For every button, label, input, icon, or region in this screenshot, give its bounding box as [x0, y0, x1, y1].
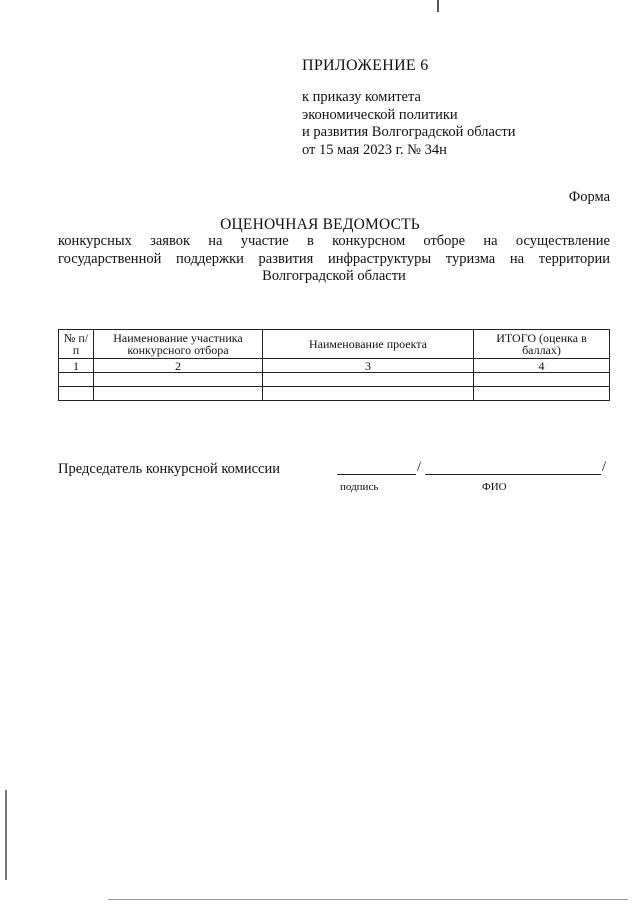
subtitle-line: государственной поддержки развития инфраструктуры туризма на территории — [58, 250, 610, 267]
appendix-reference — [302, 89, 515, 159]
form-label: Форма — [568, 189, 610, 205]
signature-caption: подпись — [340, 481, 379, 493]
chairman-signature-label: Председатель конкурсной комиссии — [58, 461, 280, 477]
appendix-line: и развития Волгоградской области — [302, 124, 516, 140]
header-total: ИТОГО (оценка в баллах) — [474, 330, 610, 359]
appendix-line: экономической политики — [302, 106, 458, 123]
evaluation-table — [58, 329, 610, 401]
signature-separator: / — [417, 459, 422, 475]
scan-edge-mark-top — [437, 0, 439, 12]
scan-edge-mark-left — [5, 790, 7, 880]
table-cell — [474, 387, 610, 401]
document-subtitle — [58, 233, 610, 286]
header-number: № п/п — [59, 330, 94, 359]
appendix-line: к приказу комитета — [302, 89, 421, 105]
table-cell — [263, 373, 474, 387]
signature-line — [337, 474, 416, 475]
scan-edge-mark-bottom — [108, 899, 628, 900]
table-numbering-row — [59, 359, 610, 373]
table-row — [59, 373, 610, 387]
appendix-title: ПРИЛОЖЕНИЕ 6 — [302, 57, 429, 74]
table-cell: 4 — [474, 359, 610, 373]
document-title: ОЦЕНОЧНАЯ ВЕДОМОСТЬ — [220, 216, 420, 233]
signature-separator: / — [602, 459, 607, 475]
table-cell — [94, 373, 263, 387]
table-row — [59, 387, 610, 401]
name-caption: ФИО — [482, 481, 507, 493]
table-header-row — [59, 330, 610, 359]
header-participant: Наименование участника конкурсного отбора — [94, 330, 263, 359]
table-cell: 1 — [59, 359, 94, 373]
appendix-line: от 15 мая 2023 г. № 34н — [302, 141, 447, 158]
name-line — [425, 474, 601, 475]
table-cell — [474, 373, 610, 387]
subtitle-line: Волгоградской области — [262, 268, 406, 284]
table-cell: 2 — [94, 359, 263, 373]
table-cell — [59, 373, 94, 387]
table-cell: 3 — [263, 359, 474, 373]
table-cell — [263, 387, 474, 401]
table-cell — [59, 387, 94, 401]
header-project: Наименование проекта — [263, 330, 474, 359]
subtitle-line: конкурсных заявок на участие в конкурсном отборе на осуществление — [58, 233, 610, 249]
table-cell — [94, 387, 263, 401]
